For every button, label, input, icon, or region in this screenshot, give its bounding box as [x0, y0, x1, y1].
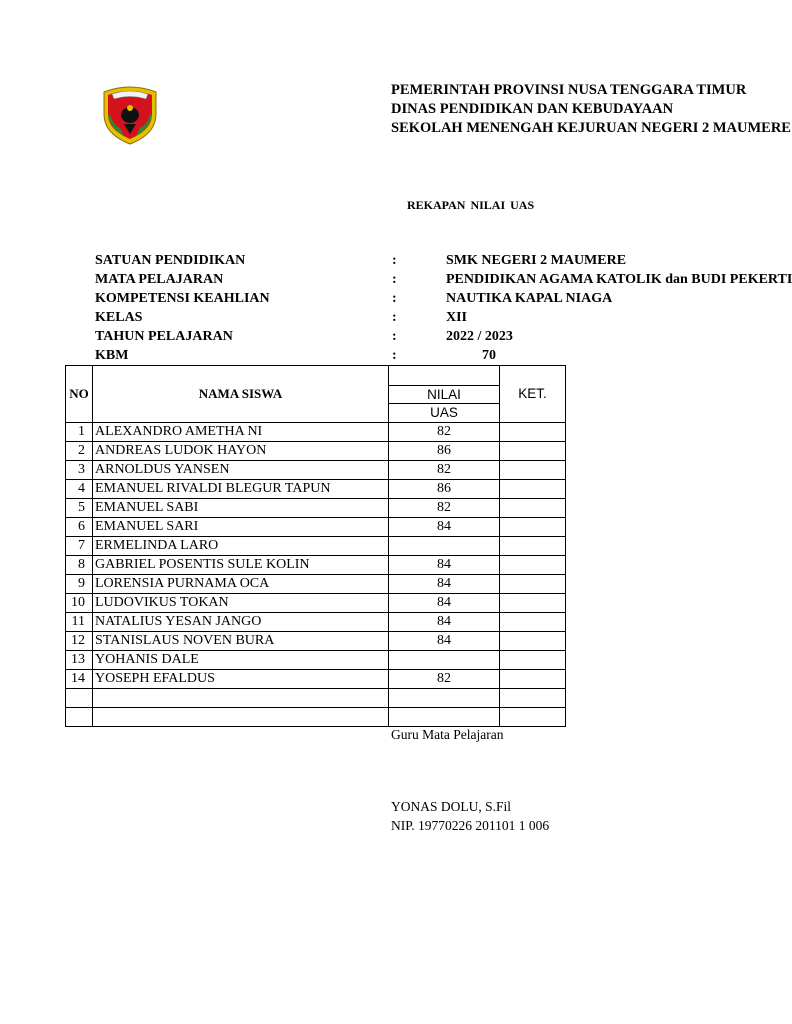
header-school: SEKOLAH MENENGAH KEJURUAN NEGERI 2 MAUMERE	[391, 120, 791, 136]
info-colon: :	[392, 272, 397, 287]
table-row	[66, 575, 566, 594]
row-name: ALEXANDRO AMETHA NI	[93, 423, 389, 442]
row-name: STANISLAUS NOVEN BURA	[93, 632, 389, 651]
row-no: 5	[66, 499, 93, 518]
row-ket	[500, 556, 566, 575]
table-row	[66, 556, 566, 575]
row-ket	[500, 594, 566, 613]
header-department: DINAS PENDIDIKAN DAN KEBUDAYAAN	[391, 101, 674, 117]
row-no	[66, 689, 93, 708]
row-score: 84	[389, 594, 500, 613]
header-government: PEMERINTAH PROVINSI NUSA TENGGARA TIMUR	[391, 82, 747, 98]
info-colon: :	[392, 253, 397, 268]
table-row	[66, 632, 566, 651]
row-ket	[500, 708, 566, 727]
info-value-subject: PENDIDIKAN AGAMA KATOLIK dan BUDI PEKERTI	[446, 272, 792, 287]
row-name: EMANUEL SABI	[93, 499, 389, 518]
row-no	[66, 708, 93, 727]
row-ket	[500, 575, 566, 594]
row-ket	[500, 423, 566, 442]
row-ket	[500, 480, 566, 499]
row-name: ANDREAS LUDOK HAYON	[93, 442, 389, 461]
row-score: 84	[389, 556, 500, 575]
info-value-kbm: 70	[482, 348, 496, 363]
table-row	[66, 537, 566, 556]
info-value-year: 2022 / 2023	[446, 329, 513, 344]
row-score	[389, 689, 500, 708]
row-no: 3	[66, 461, 93, 480]
row-no: 14	[66, 670, 93, 689]
row-no: 4	[66, 480, 93, 499]
info-label-subject: MATA PELAJARAN	[95, 272, 224, 287]
info-colon: :	[392, 310, 397, 325]
row-name: NATALIUS YESAN JANGO	[93, 613, 389, 632]
grades-table	[65, 365, 566, 727]
row-name	[93, 708, 389, 727]
row-name: EMANUEL SARI	[93, 518, 389, 537]
row-ket	[500, 689, 566, 708]
info-label-class: KELAS	[95, 310, 143, 325]
row-name	[93, 689, 389, 708]
grades-body	[66, 423, 566, 727]
header-no: NO	[66, 366, 93, 423]
signature-name: YONAS DOLU, S.Fil	[391, 799, 512, 814]
provincial-emblem-icon	[98, 84, 162, 146]
table-row	[66, 670, 566, 689]
header-nilai	[389, 366, 500, 423]
row-score: 84	[389, 575, 500, 594]
row-score: 82	[389, 670, 500, 689]
row-no: 13	[66, 651, 93, 670]
row-ket	[500, 461, 566, 480]
row-no: 10	[66, 594, 93, 613]
table-row	[66, 499, 566, 518]
row-name: EMANUEL RIVALDI BLEGUR TAPUN	[93, 480, 389, 499]
row-no: 9	[66, 575, 93, 594]
row-name: ARNOLDUS YANSEN	[93, 461, 389, 480]
header-nilai-sub: UAS	[389, 403, 499, 422]
row-score	[389, 651, 500, 670]
row-ket	[500, 632, 566, 651]
row-ket	[500, 537, 566, 556]
row-ket	[500, 613, 566, 632]
row-ket	[500, 442, 566, 461]
row-score: 86	[389, 442, 500, 461]
row-score: 84	[389, 632, 500, 651]
info-value-competency: NAUTIKA KAPAL NIAGA	[446, 291, 613, 306]
row-name: LUDOVIKUS TOKAN	[93, 594, 389, 613]
header-nilai-label: NILAI	[388, 385, 499, 403]
signature-nip: NIP. 19770226 201101 1 006	[391, 818, 550, 833]
signature-role: Guru Mata Pelajaran	[391, 727, 504, 742]
row-ket	[500, 499, 566, 518]
document-title: REKAPAN NILAI UAS	[407, 198, 535, 212]
table-row	[66, 594, 566, 613]
info-colon: :	[392, 291, 397, 306]
row-name: LORENSIA PURNAMA OCA	[93, 575, 389, 594]
row-no: 7	[66, 537, 93, 556]
table-row	[66, 442, 566, 461]
table-row	[66, 689, 566, 708]
row-name: GABRIEL POSENTIS SULE KOLIN	[93, 556, 389, 575]
table-row	[66, 461, 566, 480]
header-name: NAMA SISWA	[93, 366, 389, 423]
row-no: 12	[66, 632, 93, 651]
table-row	[66, 423, 566, 442]
table-row	[66, 518, 566, 537]
row-score: 82	[389, 423, 500, 442]
row-ket	[500, 670, 566, 689]
table-row	[66, 480, 566, 499]
row-score: 86	[389, 480, 500, 499]
info-label-competency: KOMPETENSI KEAHLIAN	[95, 291, 270, 306]
row-score: 84	[389, 518, 500, 537]
row-score: 82	[389, 461, 500, 480]
row-name: YOSEPH EFALDUS	[93, 670, 389, 689]
row-ket	[500, 518, 566, 537]
row-no: 2	[66, 442, 93, 461]
table-row	[66, 613, 566, 632]
info-colon: :	[392, 329, 397, 344]
info-label-kbm: KBM	[95, 348, 129, 363]
info-colon: :	[392, 348, 397, 363]
table-row	[66, 708, 566, 727]
row-no: 1	[66, 423, 93, 442]
row-no: 6	[66, 518, 93, 537]
row-score	[389, 708, 500, 727]
row-name: ERMELINDA LARO	[93, 537, 389, 556]
row-ket	[500, 651, 566, 670]
info-label-year: TAHUN PELAJARAN	[95, 329, 233, 344]
info-value-class: XII	[446, 310, 468, 325]
row-name: YOHANIS DALE	[93, 651, 389, 670]
row-no: 11	[66, 613, 93, 632]
table-row	[66, 651, 566, 670]
info-value-unit: SMK NEGERI 2 MAUMERE	[446, 253, 627, 268]
row-no: 8	[66, 556, 93, 575]
row-score: 84	[389, 613, 500, 632]
row-score	[389, 537, 500, 556]
info-label-unit: SATUAN PENDIDIKAN	[95, 253, 246, 268]
row-score: 82	[389, 499, 500, 518]
header-ket: KET.	[500, 366, 566, 423]
